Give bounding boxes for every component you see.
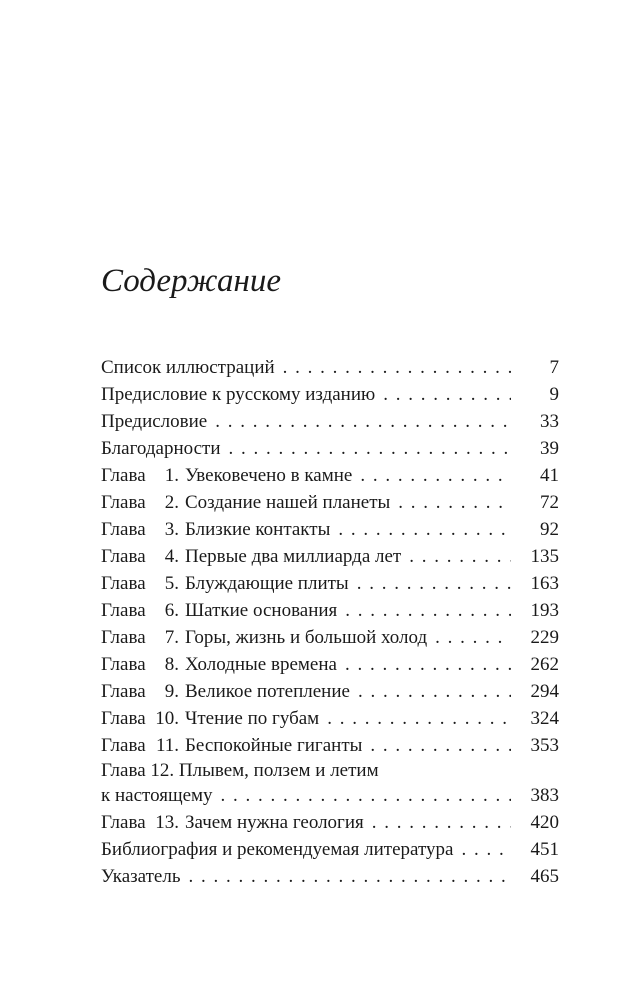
- leader-dots: [215, 408, 511, 435]
- toc-entry-chapter-5[interactable]: [101, 570, 559, 597]
- chapter-number: 4.: [164, 546, 179, 567]
- toc-entry-title: Беспокойные гиганты: [185, 735, 363, 756]
- toc-entry-chapter-8[interactable]: [101, 651, 559, 678]
- toc-entry-chapter-4[interactable]: [101, 543, 559, 570]
- leader-dots: [221, 782, 511, 809]
- toc-entry-page: 262: [530, 654, 559, 675]
- chapter-prefix: Глава: [101, 546, 146, 567]
- toc-entry-title: Шаткие основания: [185, 600, 338, 621]
- toc-entry-page: 420: [530, 812, 559, 833]
- toc-entry-page: 353: [530, 735, 559, 756]
- toc-entry-title: Зачем нужна геология: [185, 812, 364, 833]
- toc-entry-title: Великое потепление: [185, 681, 350, 702]
- toc-entry-page: 229: [530, 627, 559, 648]
- toc-entry-page: 465: [530, 866, 559, 887]
- leader-dots: [357, 570, 511, 597]
- leader-dots: [461, 836, 511, 863]
- toc-entry-title: Холодные времена: [185, 654, 337, 675]
- toc-entry-chapter-10[interactable]: [101, 705, 559, 732]
- toc-entry-title: Создание нашей планеты: [185, 492, 391, 513]
- toc-entry-page: 72: [540, 492, 559, 513]
- toc-entry-title: Блуждающие плиты: [185, 573, 349, 594]
- chapter-number: 12.: [150, 760, 175, 781]
- toc-entry-title: Библиография и рекомендуемая литература: [101, 839, 454, 860]
- leader-dots: [189, 863, 512, 890]
- toc-entry-chapter-11[interactable]: [101, 732, 559, 759]
- toc-entry-page: 294: [530, 681, 559, 702]
- leader-dots: [370, 732, 511, 759]
- toc-entry-title: Чтение по губам: [185, 708, 320, 729]
- toc-entry-title: Увековечено в камне: [185, 465, 353, 486]
- leader-dots: [372, 809, 511, 836]
- leader-dots: [338, 516, 511, 543]
- chapter-number: 13.: [155, 812, 179, 833]
- toc-entry-title: Первые два миллиарда лет: [185, 546, 402, 567]
- toc-entry-first-line: [101, 759, 559, 782]
- leader-dots: [229, 435, 512, 462]
- toc-entry-preface[interactable]: [101, 408, 559, 435]
- toc-entry-page: 451: [530, 839, 559, 860]
- toc-entry-title: Благодарности: [101, 438, 221, 459]
- chapter-number: 11.: [155, 735, 179, 756]
- chapter-prefix: Глава: [101, 519, 146, 540]
- chapter-prefix: Глава: [101, 465, 146, 486]
- chapter-prefix: Глава: [101, 600, 146, 621]
- toc-entry-page: 41: [540, 465, 559, 486]
- leader-dots: [398, 489, 511, 516]
- chapter-prefix: Глава: [101, 654, 146, 675]
- chapter-prefix: Глава: [101, 708, 146, 729]
- chapter-number: 6.: [164, 600, 179, 621]
- leader-dots: [360, 462, 511, 489]
- leader-dots: [358, 678, 511, 705]
- toc-entry-index[interactable]: [101, 863, 559, 890]
- toc-entry-title: Указатель: [101, 866, 181, 887]
- toc-entry-page: 193: [530, 600, 559, 621]
- toc-entry-page: 7: [549, 357, 559, 378]
- chapter-prefix: Глава: [101, 492, 146, 513]
- toc-entry-acknowledgements[interactable]: [101, 435, 559, 462]
- chapter-number: 10.: [155, 708, 179, 729]
- toc-entry-chapter-1[interactable]: [101, 462, 559, 489]
- toc-entry-page: 324: [530, 708, 559, 729]
- toc-entry-title: Плывем, ползем и летим: [178, 760, 379, 781]
- chapter-prefix: Глава: [101, 573, 146, 594]
- toc-entry-title: Горы, жизнь и большой холод: [185, 627, 428, 648]
- chapter-number: 9.: [164, 681, 179, 702]
- table-of-contents: [101, 354, 559, 890]
- chapter-number: 8.: [164, 654, 179, 675]
- leader-dots: [345, 597, 511, 624]
- toc-entry-russian-preface[interactable]: [101, 381, 559, 408]
- toc-entry-page: 39: [540, 438, 559, 459]
- toc-entry-page: 9: [549, 384, 559, 405]
- toc-entry-second-line: [101, 782, 559, 809]
- toc-entry-chapter-2[interactable]: [101, 489, 559, 516]
- toc-entry-chapter-13[interactable]: [101, 809, 559, 836]
- toc-entry-page: 135: [530, 546, 559, 567]
- chapter-prefix: Глава: [101, 812, 146, 833]
- leader-dots: [345, 651, 511, 678]
- page-title: Содержание: [101, 263, 282, 299]
- leader-dots: [383, 381, 511, 408]
- toc-entry-list-of-illustrations[interactable]: [101, 354, 559, 381]
- chapter-number: 5.: [164, 573, 179, 594]
- chapter-number: 2.: [164, 492, 179, 513]
- leader-dots: [435, 624, 511, 651]
- chapter-number: 7.: [164, 627, 179, 648]
- toc-entry-page: 33: [540, 411, 559, 432]
- chapter-prefix: Глава: [101, 760, 146, 781]
- toc-entry-chapter-9[interactable]: [101, 678, 559, 705]
- toc-entry-page: 163: [530, 573, 559, 594]
- toc-entry-chapter-6[interactable]: [101, 597, 559, 624]
- toc-entry-page: 92: [540, 519, 559, 540]
- chapter-prefix: Глава: [101, 627, 146, 648]
- toc-entry-chapter-7[interactable]: [101, 624, 559, 651]
- toc-entry-title: Предисловие к русскому изданию: [101, 384, 376, 405]
- toc-entry-page: 383: [530, 785, 559, 806]
- toc-entry-title: Предисловие: [101, 411, 208, 432]
- leader-dots: [327, 705, 511, 732]
- toc-entry-title: Близкие контакты: [185, 519, 331, 540]
- chapter-number: 1.: [164, 465, 179, 486]
- leader-dots: [409, 543, 511, 570]
- chapter-prefix: Глава: [101, 681, 146, 702]
- toc-entry-bibliography[interactable]: [101, 836, 559, 863]
- toc-entry-chapter-12[interactable]: [101, 759, 559, 809]
- toc-entry-chapter-3[interactable]: [101, 516, 559, 543]
- chapter-number: 3.: [164, 519, 179, 540]
- chapter-prefix: Глава: [101, 735, 146, 756]
- toc-entry-title: Список иллюстраций: [101, 357, 275, 378]
- toc-entry-title-continuation: к настоящему: [101, 785, 213, 806]
- leader-dots: [283, 354, 511, 381]
